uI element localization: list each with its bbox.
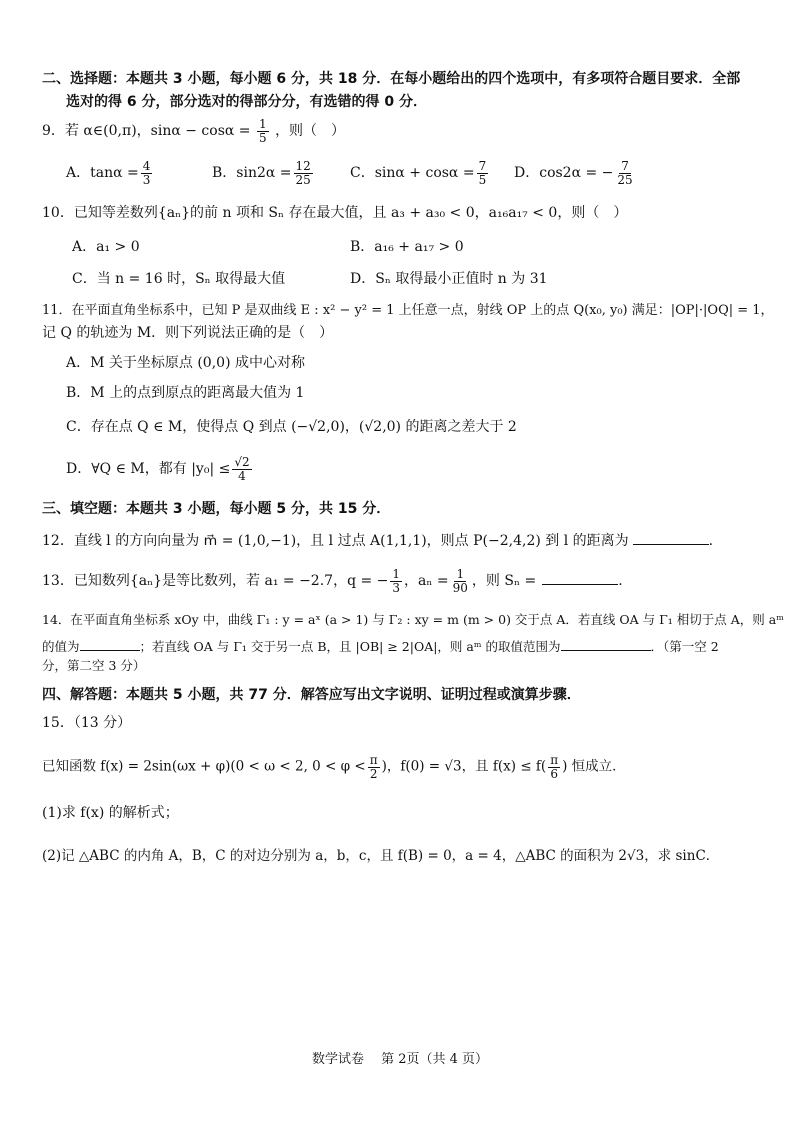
q9-stem-text: 9．若 α∈(0,π)，sinα − cosα = xyxy=(42,123,251,140)
q13-answer-blank[interactable] xyxy=(542,572,618,585)
q10-option-b: B．a₁₆ + a₁₇ > 0 xyxy=(350,239,464,255)
q10-option-d: D．Sₙ 取得最小正值时 n 为 31 xyxy=(350,271,548,287)
q11-option-c: C．存在点 Q ∈ M，使得点 Q 到点 (−√2,0)，(√2,0) 的距离之差大于 2 xyxy=(66,419,517,435)
q14-line-2: 的值为 ；若直线 OA 与 Γ₁ 交于另一点 B，且 |OB| ≥ 2|OA|，则 aᵐ 的取值范围为 ．（第一空 2 xyxy=(42,639,719,654)
q14-answer-blank-1[interactable] xyxy=(80,638,140,651)
q9-option-b: B．sin2α = $\frac{12}{25}$ xyxy=(212,159,311,187)
section-2-heading-line-2: 选对的得 6 分，部分选对的得部分分，有选错的得 0 分． xyxy=(66,94,427,110)
q12-answer-blank[interactable] xyxy=(633,532,709,545)
q9-option-a: A．tanα = $\frac{4}{3}$ xyxy=(66,159,151,187)
section-2-heading-line-1: 二、选择题：本题共 3 小题，每小题 6 分，共 18 分．在每小题给出的四个选项中，有多项符合题目要求．全部 xyxy=(42,71,741,87)
q13-text: 13．已知数列{aₙ}是等比数列，若 a₁ = −2.7，q = − $\frac{1}{3}$ ，aₙ = $\frac{1}{90}$ ，则 Sₙ = . xyxy=(42,567,623,595)
q11-stem-line-2: 记 Q 的轨迹为 M．则下列说法正确的是（ ） xyxy=(42,325,334,341)
q9-stem xyxy=(42,118,345,144)
q9-stem-fraction: $\frac{1}{5}$ xyxy=(258,117,267,145)
q11-option-d: D．∀Q ∈ M，都有 |y₀| ≤ $\frac{√2}{4}$ xyxy=(66,455,250,483)
q11-stem-line-1: 11．在平面直角坐标系中，已知 P 是双曲线 E : x² − y² = 1 上任意一点，射线 OP 上的点 Q(x₀, y₀) 满足：|OP|·|OQ| = 1， xyxy=(42,303,774,318)
q14-answer-blank-2[interactable] xyxy=(561,638,651,651)
q9-option-d: D．cos2α = − $\frac{7}{25}$ xyxy=(514,159,633,187)
section-3-heading: 三、填空题：本题共 3 小题，每小题 5 分，共 15 分． xyxy=(42,501,391,517)
q15-part-2: (2)记 △ABC 的内角 A，B，C 的对边分别为 a，b，c，且 f(B) = 0，a = 4，△ABC 的面积为 2√3，求 sinC． xyxy=(42,848,720,864)
q10-stem: 10．已知等差数列{aₙ}的前 n 项和 Sₙ 存在最大值，且 a₃ + a₃₀ < 0，a₁₆a₁₇ < 0，则（ ） xyxy=(42,205,628,221)
q15-title: 15．（13 分） xyxy=(42,715,132,731)
q14-line-1: 14．在平面直角坐标系 xOy 中，曲线 Γ₁ : y = aˣ (a > 1) 与 Γ₂ : xy = m (m > 0) 交于点 A．若直线 OA 与 Γ₁ 相切于点 A，则 aᵐ xyxy=(42,612,784,627)
q10-option-a: A．a₁ > 0 xyxy=(72,239,140,255)
q9-stem-tail: ，则（ ） xyxy=(275,123,346,140)
q11-option-b: B．M 上的点到原点的距离最大值为 1 xyxy=(66,385,305,401)
q10-option-c: C．当 n = 16 时，Sₙ 取得最大值 xyxy=(72,271,286,287)
q9-option-c: C．sinα + cosα = $\frac{7}{5}$ xyxy=(350,159,487,187)
q15-given: 已知函数 f(x) = 2sin(ωx + φ)(0 < ω < 2, 0 < φ < $\frac{\pi}{2}$ )，f(0) = √3，且 f(x) ≤ f( $\frac{\pi}{6}$ ) 恒成立． xyxy=(42,753,626,781)
q11-option-a: A．M 关于坐标原点 (0,0) 成中心对称 xyxy=(66,355,305,371)
page-footer: 数学试卷 第 2页（共 4 页） xyxy=(311,1052,489,1067)
q14-line-3: 分，第二空 3 分） xyxy=(42,658,146,673)
q15-part-1: (1)求 f(x) 的解析式； xyxy=(42,805,179,821)
section-4-heading: 四、解答题：本题共 5 小题，共 77 分．解答应写出文字说明、证明过程或演算步骤． xyxy=(42,687,581,703)
q12-text: 12．直线 l 的方向向量为 m⃗ = (1,0,−1)，且 l 过点 A(1,1,1)，则点 P(−2,4,2) 到 l 的距离为 . xyxy=(42,533,714,549)
